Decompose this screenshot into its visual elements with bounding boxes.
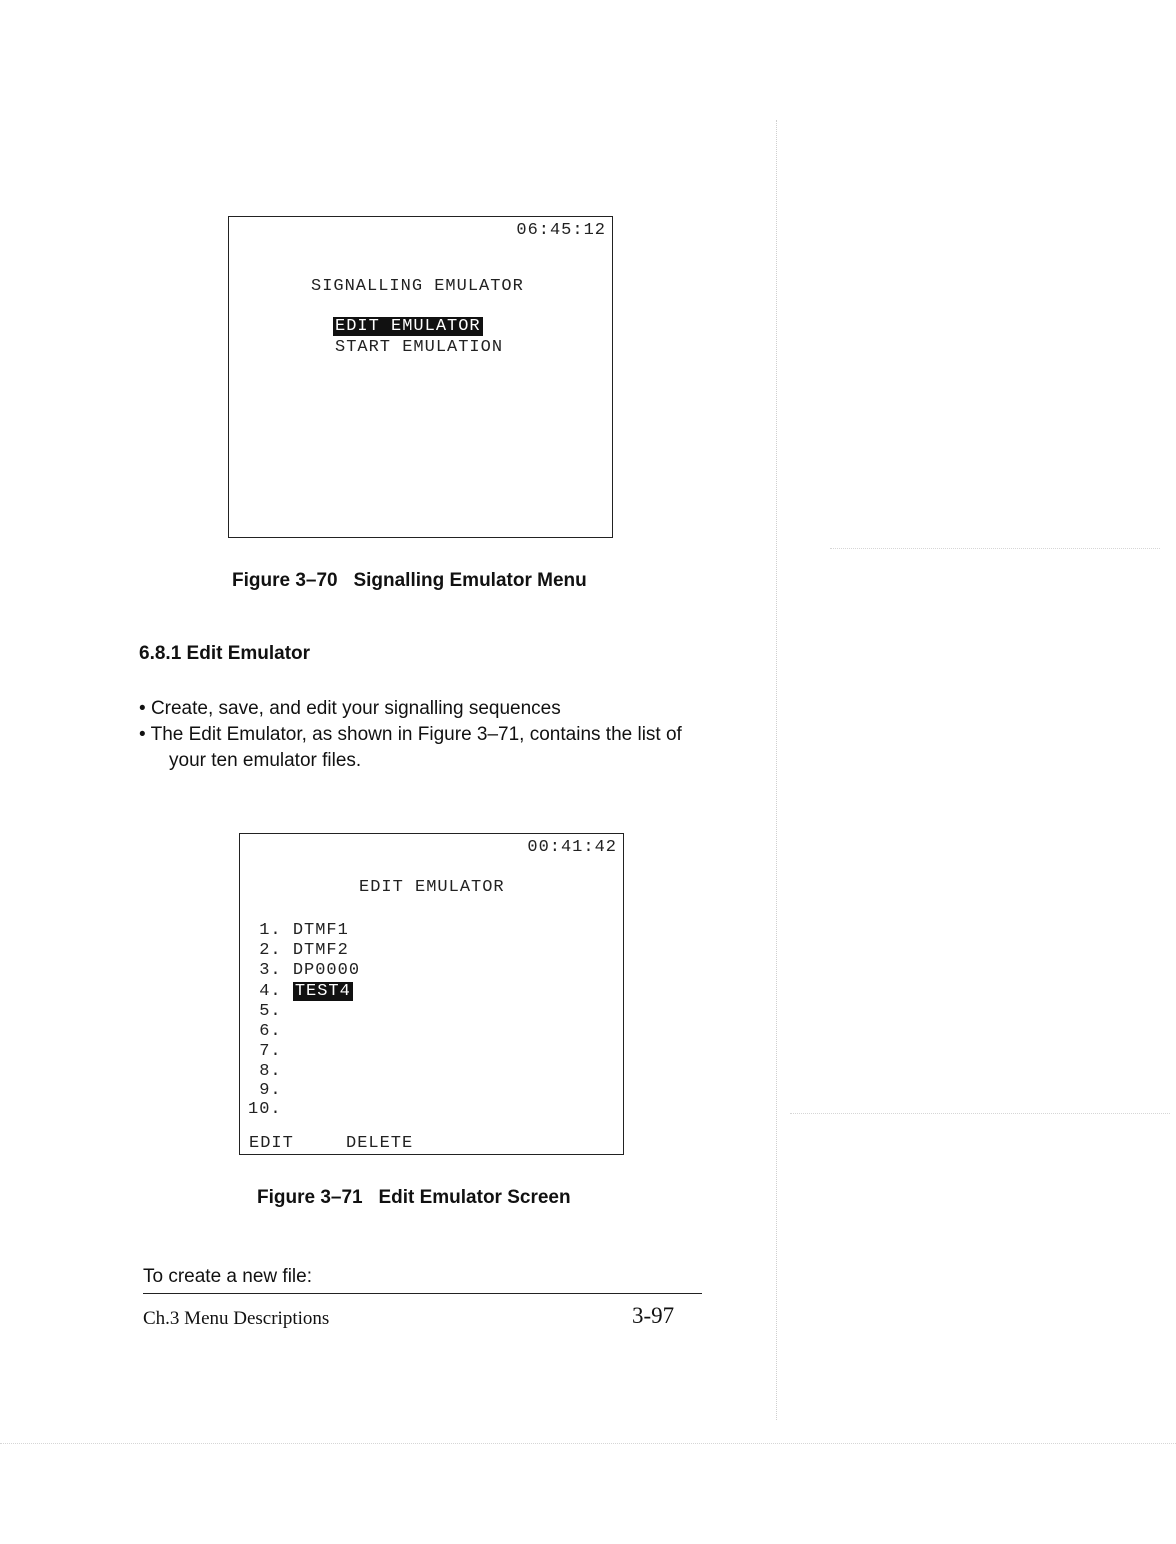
list-item[interactable]: 4. TEST4	[248, 982, 351, 1001]
list-item[interactable]: 8.	[248, 1062, 282, 1081]
screen-clock: 00:41:42	[527, 838, 617, 857]
page-margin-rule	[776, 120, 777, 1420]
scan-artifact-line	[0, 1443, 1176, 1444]
list-item[interactable]: 5.	[248, 1002, 282, 1021]
bullet-dot-icon: •	[139, 698, 151, 719]
edit-emulator-screen	[239, 833, 624, 1155]
softkey-edit[interactable]: EDIT	[249, 1134, 294, 1153]
lead-in-text: To create a new file:	[143, 1266, 312, 1287]
screen-title: SIGNALLING EMULATOR	[311, 277, 524, 296]
softkey-delete[interactable]: DELETE	[346, 1134, 414, 1153]
scan-artifact-line	[790, 1113, 1170, 1114]
list-item[interactable]: 3. DP0000	[248, 961, 361, 980]
list-item[interactable]: 2. DTMF2	[248, 941, 349, 960]
list-item[interactable]: 1. DTMF1	[248, 921, 349, 940]
list-item[interactable]: 10.	[248, 1100, 282, 1119]
menu-item-start-emulation[interactable]: START EMULATION	[335, 338, 504, 357]
bullet-item: • Create, save, and edit your signalling sequences	[139, 698, 561, 719]
list-item[interactable]: 9.	[248, 1081, 282, 1100]
bullet-continuation: your ten emulator files.	[169, 750, 362, 771]
list-item[interactable]: 7.	[248, 1042, 282, 1061]
footer-rule	[143, 1293, 702, 1294]
menu-item-edit-emulator[interactable]: EDIT EMULATOR	[335, 317, 481, 336]
screen-title: EDIT EMULATOR	[359, 878, 505, 897]
scan-artifact-line	[830, 548, 1160, 549]
selected-file-name: TEST4	[294, 982, 351, 1001]
bullet-item: • The Edit Emulator, as shown in Figure 3–71, contains the list of	[139, 724, 682, 745]
figure-caption: Figure 3–70 Signalling Emulator Menu	[232, 570, 587, 591]
page-number: 3-97	[632, 1303, 675, 1328]
screen-clock: 06:45:12	[516, 221, 606, 240]
section-heading: 6.8.1 Edit Emulator	[139, 643, 311, 664]
footer-chapter: Ch.3 Menu Descriptions	[143, 1308, 330, 1329]
list-item[interactable]: 6.	[248, 1022, 282, 1041]
bullet-dot-icon: •	[139, 724, 151, 745]
signalling-emulator-screen	[228, 216, 613, 538]
figure-caption: Figure 3–71 Edit Emulator Screen	[257, 1187, 571, 1208]
